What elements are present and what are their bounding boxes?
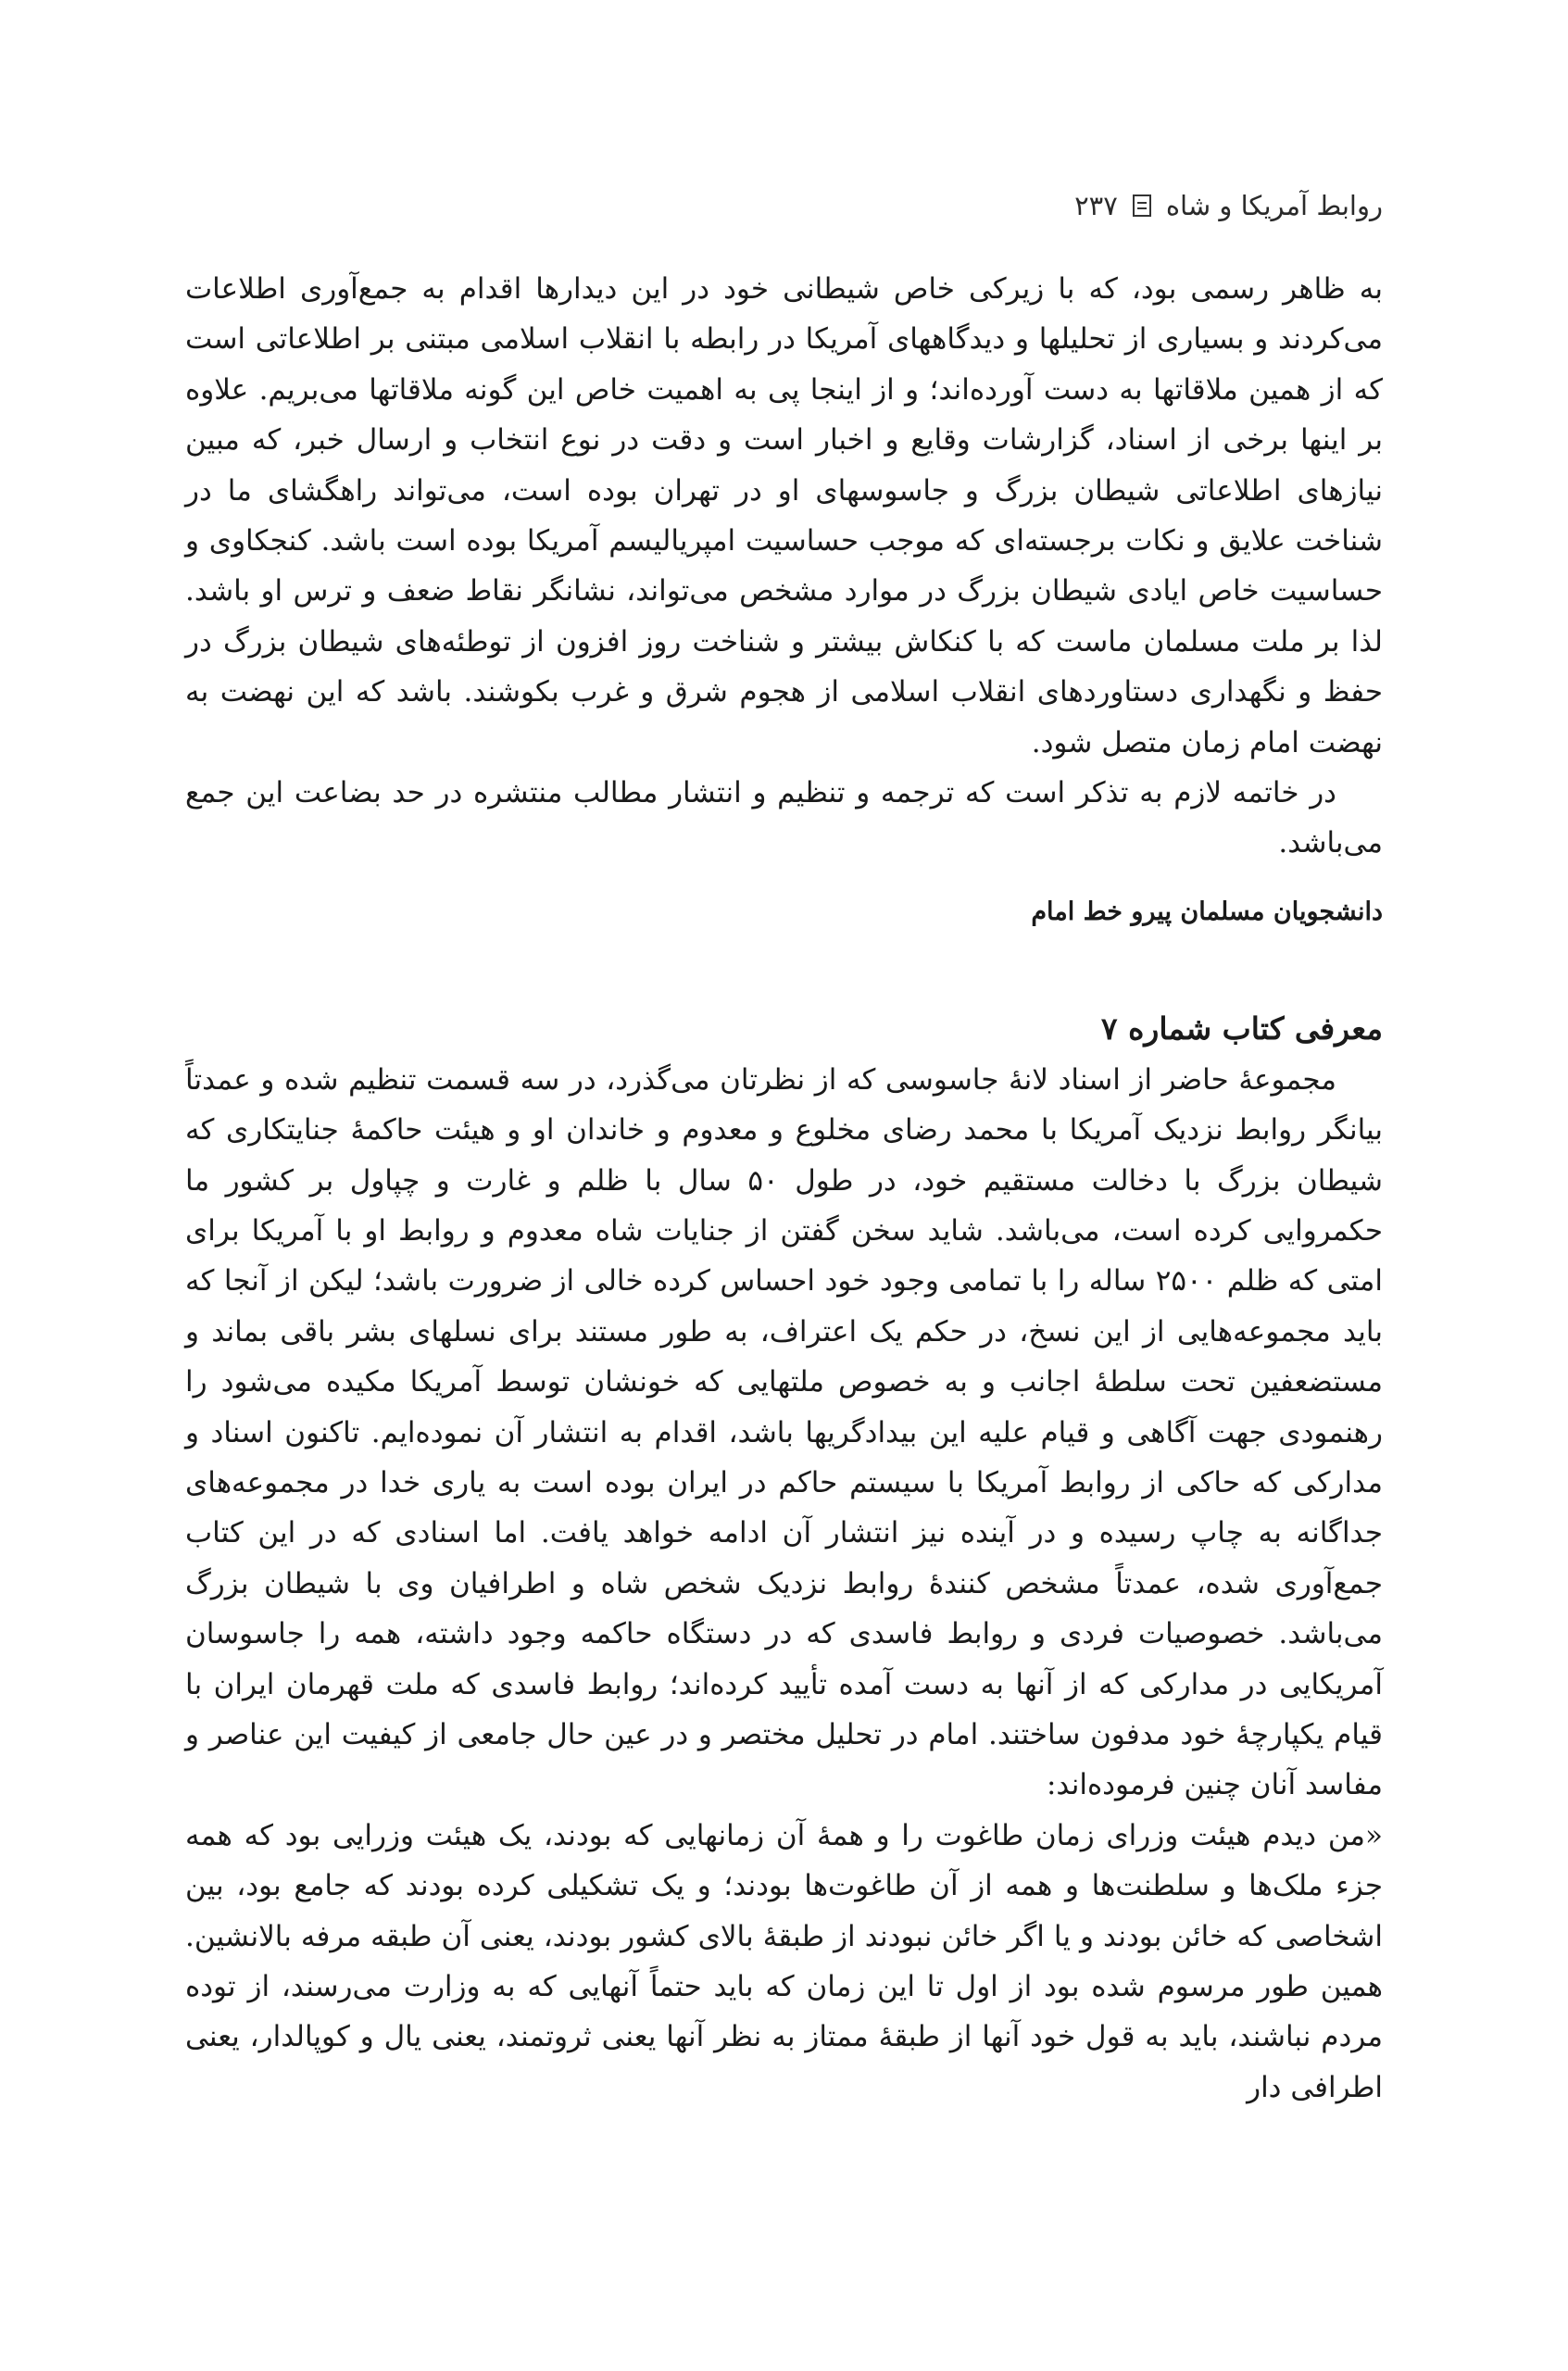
section-title: معرفی کتاب شماره ۷ (1100, 1010, 1383, 1048)
closing-paragraph: در خاتمه لازم به تذکر است که ترجمه و تنظیم و انتشار مطالب منتشره در حد بضاعت این جمع می‌باشد. (185, 776, 1383, 860)
book-page-icon (1133, 194, 1151, 217)
intro-paragraph: به ظاهر رسمی بود، که با زیرکی خاص شیطانی خود در این دیدارها اقدام به جمع‌آوری اطلاعات می‌کردند و بسیاری از تحلیلها و دیدگاههای آمریکا در رابطه با انقلاب اسلامی مبتنی بر اطلاعاتی است که از همین ملاقاتها به دست آورده‌اند؛ و از اینجا پی به اهمیت خاص این گونه ملاقاتها می‌بریم. علاوه بر اینها برخی از اسناد، گزارشات وقایع و اخبار است و دقت در نوع انتخاب و ارسال خبر، که مبین نیازهای اطلاعاتی شیطان بزرگ و جاسوسهای او در تهران بوده است، می‌تواند راهگشای ما در شناخت علایق و نکات برجسته‌ای که موجب حساسیت امپریالیسم آمریکا بوده است باشد. کنجکاوی و حساسیت خاص ایادی شیطان بزرگ در موارد مشخص می‌تواند، نشانگر نقاط ضعف و ترس او باشد. لذا بر ملت مسلمان ماست که با کنکاش بیشتر و شناخت روز افزون از توطئه‌های شیطان بزرگ در حفظ و نگهداری دستاوردهای انقلاب اسلامی از هجوم شرق و غرب بکوشند. باشد که این نهضت به نهضت امام زمان متصل شود. (185, 272, 1383, 759)
section-paragraph: مجموعهٔ حاضر از اسناد لانهٔ جاسوسی که از نظرتان می‌گذرد، در سه قسمت تنظیم شده و عمدتاً بیانگر روابط نزدیک آمریکا با محمد رضای مخلوع و معدوم و خاندان او و هیئت حاکمهٔ جنایتکاری که شیطان بزرگ با دخالت مستقیم خود، در طول ۵۰ سال با ظلم و غارت و چپاول بر کشور ما حکمروایی کرده است، می‌باشد. شاید سخن گفتن از جنایات شاه معدوم و روابط او با آمریکا برای امتی که ظلم ۲۵۰۰ ساله را با تمامی وجود خود احساس کرده خالی از ضرورت باشد؛ لیکن از آنجا که باید مجموعه‌هایی از این نسخ، در حکم یک اعتراف، به طور مستند برای نسلهای بشر باقی بماند و مستضعفین تحت سلطهٔ اجانب و به خصوص ملتهایی که خونشان توسط آمریکا مکیده می‌شود را رهنمودی جهت آگاهی و قیام علیه این بیدادگریها باشد، اقدام به انتشار آن نموده‌ایم. تاکنون اسناد و مدارکی که حاکی از روابط آمریکا با سیستم حاکم در ایران بوده است به یاری خدا در مجموعه‌های جداگانه به چاپ رسیده و در آینده نیز انتشار آن ادامه خواهد یافت. اما اسنادی که در این کتاب جمع‌آوری شده، عمدتاً مشخص کنندهٔ روابط نزدیک شخص شاه و اطرافیان وی با شیطان بزرگ می‌باشد. خصوصیات فردی و روابط فاسدی که در دستگاه حاکمه وجود داشته، همه را جاسوسان آمریکایی در مدارکی که از آنها به دست آمده تأیید کرده‌اند؛ روابط فاسدی که ملت قهرمان ایران با قیام یکپارچهٔ خود مدفون ساختند. امام در تحلیل مختصر و در عین حال جامعی از کیفیت این عناصر و مفاسد آنان چنین فرموده‌اند: (185, 1062, 1383, 1802)
quote-paragraph: «من دیدم هیئت وزرای زمان طاغوت را و همهٔ آن زمانهایی که بودند، یک هیئت وزرایی بود که همه جزء ملک‌ها و سلطنت‌ها و همه از آن طاغوت‌ها بودند؛ و یک تشکیلی کرده بودند که جامع بود، بین اشخاصی که خائن بودند و یا اگر خائن نبودند از طبقهٔ بالای کشور بودند، یعنی آن طبقه مرفه بالانشین. همین طور مرسوم شده بود از اول تا این زمان که باید حتماً آنهایی که به وزارت می‌رسند، از توده مردم نباشند، باید به قول خود آنها از طبقهٔ ممتاز به نظر آنها یعنی ثروتمند، یعنی یال و کوپالدار، یعنی اطرافی دار (185, 1818, 1383, 2104)
signature: دانشجویان مسلمان پیرو خط امام (1031, 897, 1383, 926)
book-title: روابط آمریکا و شاه (1165, 190, 1383, 221)
body-text (185, 264, 1383, 2113)
page-number: ۲۳۷ (1074, 190, 1118, 221)
running-header (1074, 190, 1383, 221)
